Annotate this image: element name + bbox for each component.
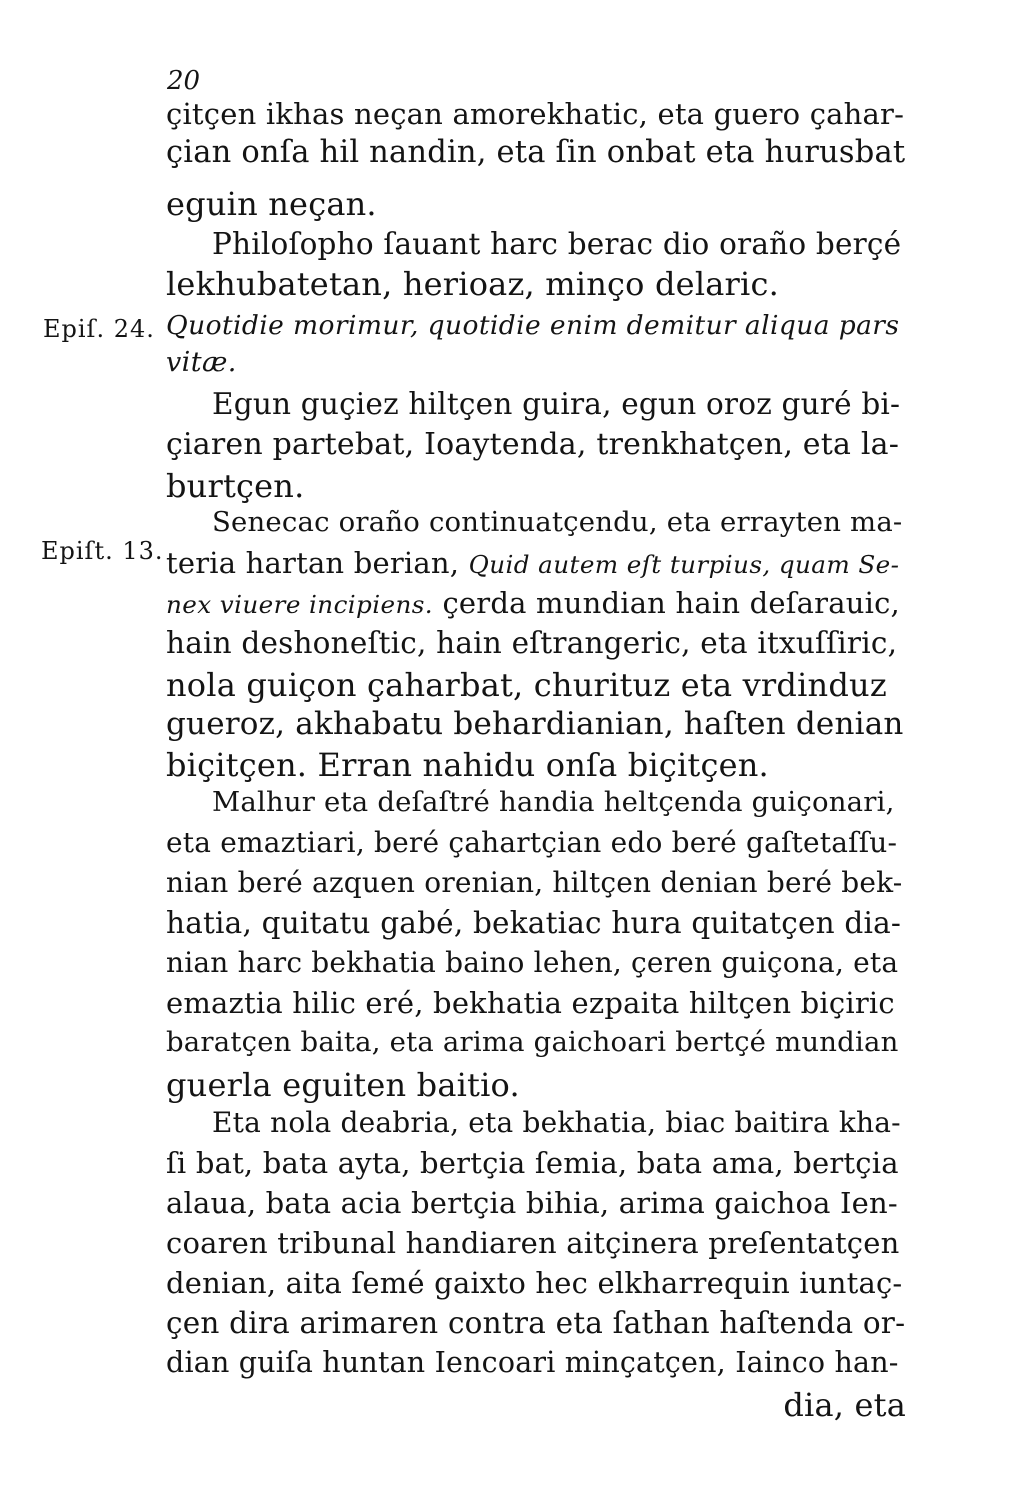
text-line: nian beré azquen orenian, hiltçen denian beré bek-: [166, 866, 903, 899]
text-line: çian onſa hil nandin, eta ſin onbat eta hurusbat: [166, 135, 906, 170]
text-line-with-quote: [166, 546, 900, 580]
text-line: baratçen baita, eta arima gaichoari bertçé mundian: [166, 1026, 899, 1058]
text-line: eguin neçan.: [166, 185, 377, 223]
text-line: eta emaztiari, beré çahartçian edo beré gaſtetaſſu-: [166, 826, 898, 859]
text-line: nola guiçon çaharbat, churituz eta vrdinduz: [166, 666, 887, 704]
text-line: Malhur eta deſaſtré handia heltçenda guiçonari,: [212, 786, 895, 818]
margin-note-epistle-24: Epiſ. 24.: [43, 315, 155, 343]
text-line: çiaren partebat, Ioaytenda, trenkhatçen, eta la-: [166, 427, 900, 462]
text-line: ſi bat, bata ayta, bertçia ſemia, bata ama, bertçia: [166, 1146, 899, 1180]
text-line: emaztia hilic eré, bekhatia ezpaita hiltçen biçiric: [166, 986, 895, 1020]
text-line: Egun guçiez hiltçen guira, egun oroz guré bi-: [212, 387, 901, 421]
text-line: çen dira arimaren contra eta ſathan haſtenda or-: [166, 1306, 906, 1340]
text-line: Eta nola deabria, eta bekhatia, biac baitira kha-: [212, 1106, 901, 1139]
text-line: çitçen ikhas neçan amorekhatic, eta guero çahar-: [166, 97, 905, 131]
text-line: alaua, bata acia bertçia bihia, arima gaichoa Ien-: [166, 1186, 898, 1220]
text-line: Senecac oraño continuatçendu, eta errayten ma-: [212, 506, 903, 538]
text-line: burtçen.: [166, 467, 305, 505]
text-line: coaren tribunal handiaren aitçinera preſentatçen: [166, 1226, 900, 1260]
text-segment: teria hartan berian,: [166, 546, 469, 580]
text-line: denian, aita ſemé gaixto hec elkharrequin iuntaç-: [166, 1266, 903, 1300]
text-line-with-quote: [166, 586, 900, 620]
text-segment: çerda mundian hain deſarauic,: [433, 586, 900, 620]
catchword-line: dia, eta: [783, 1386, 906, 1424]
latin-quote-segment: Quid autem eſt turpius, quam Se-: [468, 550, 900, 579]
text-line: lekhubatetan, herioaz, minço delaric.: [166, 265, 779, 303]
latin-quote-line: vitæ.: [166, 347, 237, 378]
text-line: guerla eguiten baitio.: [166, 1066, 520, 1104]
text-line: Philoſopho ſauant harc berac dio oraño berçé: [212, 227, 902, 261]
text-line: hatia, quitatu gabé, bekatiac hura quitatçen dia-: [166, 906, 902, 940]
text-line: biçitçen. Erran nahidu onſa biçitçen.: [166, 746, 769, 784]
text-line: hain deshoneſtic, hain eſtrangeric, eta itxuſſiric,: [166, 626, 898, 660]
margin-note-epistle-13: Epiſt. 13.: [41, 537, 164, 565]
text-line: gueroz, akhabatu behardianian, haſten denian: [166, 706, 904, 742]
text-line: dian guiſa huntan Iencoari minçatçen, Iainco han-: [166, 1346, 899, 1379]
latin-quote-line: Quotidie morimur, quotidie enim demitur aliqua pars: [166, 310, 900, 341]
page-number: 20: [167, 66, 201, 96]
text-line: nian harc bekhatia baino lehen, çeren guiçona, eta: [166, 946, 899, 979]
latin-quote-segment: nex viuere incipiens.: [166, 590, 434, 619]
